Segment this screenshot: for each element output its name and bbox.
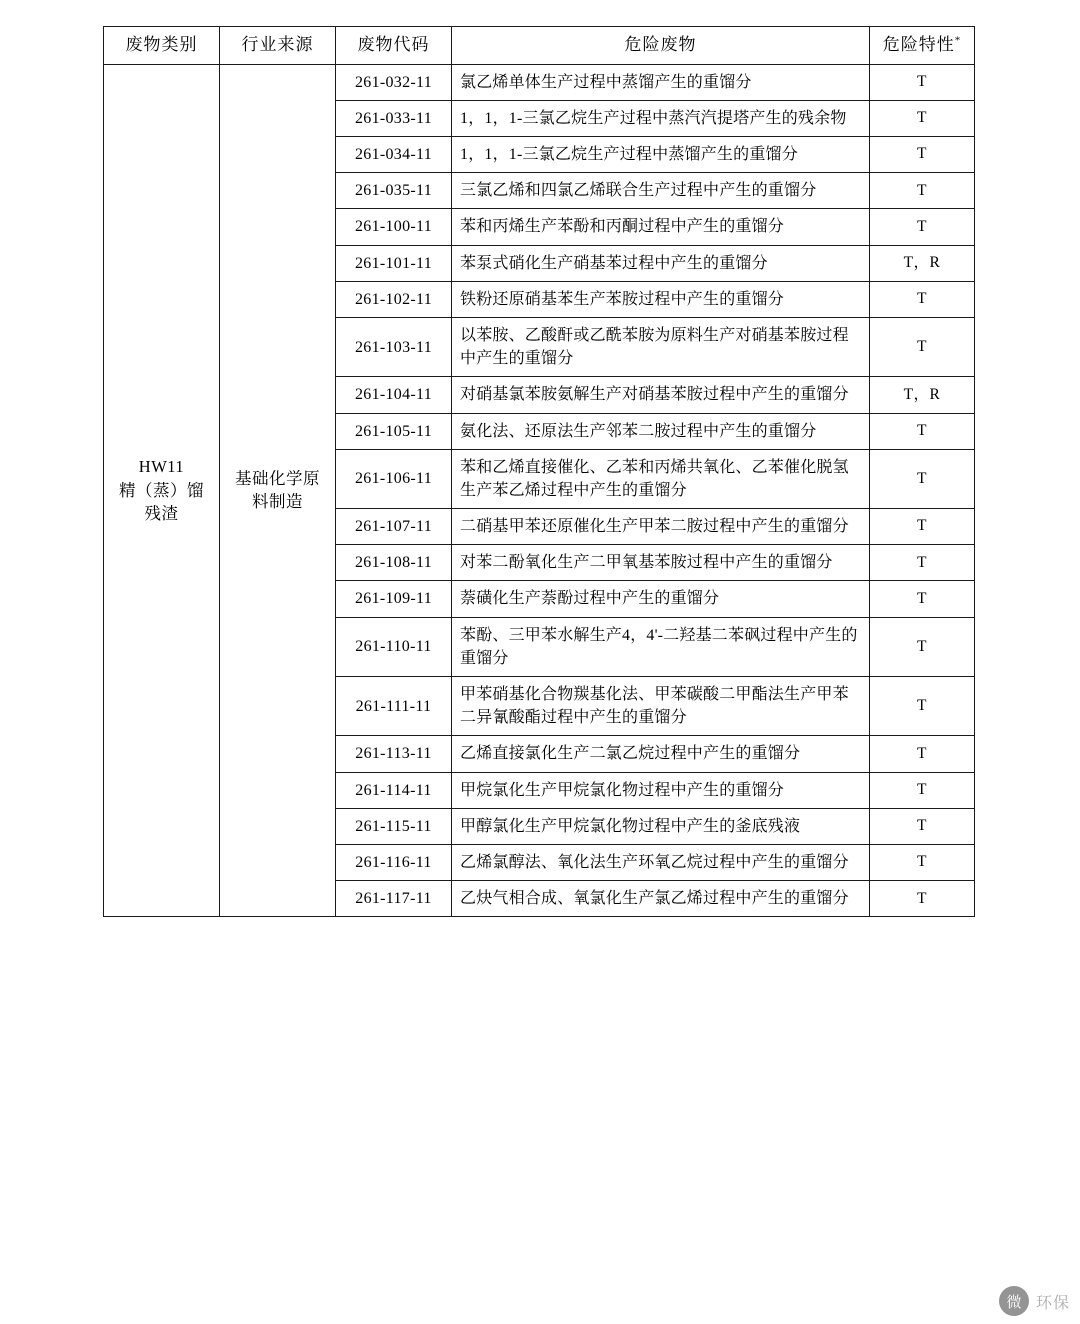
- waste-code-cell: 261-106-11: [336, 449, 452, 508]
- hazardous-waste-table-container: [103, 26, 974, 917]
- waste-code-cell: 261-100-11: [336, 209, 452, 245]
- wechat-icon: [999, 1286, 1029, 1316]
- waste-description-cell: 以苯胺、乙酸酐或乙酰苯胺为原料生产对硝基苯胺过程中产生的重馏分: [452, 317, 870, 376]
- waste-description-cell: 1，1，1-三氯乙烷生产过程中蒸汽汽提塔产生的残余物: [452, 100, 870, 136]
- waste-description-cell: 铁粉还原硝基苯生产苯胺过程中产生的重馏分: [452, 281, 870, 317]
- waste-code-cell: 261-109-11: [336, 581, 452, 617]
- waste-description-cell: 甲醇氯化生产甲烷氯化物过程中产生的釜底残液: [452, 808, 870, 844]
- hazard-property-cell: T: [870, 64, 975, 100]
- industry-source-line2: 料制造: [252, 492, 303, 512]
- waste-code-cell: 261-115-11: [336, 808, 452, 844]
- waste-code-cell: 261-034-11: [336, 137, 452, 173]
- hazard-property-cell: T: [870, 617, 975, 676]
- waste-code-cell: 261-035-11: [336, 173, 452, 209]
- column-header-code: 废物代码: [336, 27, 452, 65]
- waste-description-cell: 苯泵式硝化生产硝基苯过程中产生的重馏分: [452, 245, 870, 281]
- hazard-property-cell: T: [870, 137, 975, 173]
- waste-description-cell: 乙烯氯醇法、氧化法生产环氧乙烷过程中产生的重馏分: [452, 844, 870, 880]
- waste-category-name-line2: 残渣: [144, 504, 179, 524]
- table-header-row: [104, 27, 975, 65]
- column-header-property: [870, 27, 975, 65]
- waste-description-cell: 萘磺化生产萘酚过程中产生的重馏分: [452, 581, 870, 617]
- waste-category-cell: [104, 64, 220, 917]
- hazard-property-cell: T: [870, 209, 975, 245]
- hazard-property-cell: T: [870, 413, 975, 449]
- column-header-property-text: 危险特性: [882, 35, 955, 54]
- table-body: [104, 64, 975, 917]
- waste-code-cell: 261-108-11: [336, 545, 452, 581]
- waste-description-cell: 对硝基氯苯胺氨解生产对硝基苯胺过程中产生的重馏分: [452, 377, 870, 413]
- hazard-property-cell: T: [870, 317, 975, 376]
- watermark-badge: [999, 1286, 1070, 1316]
- waste-code-cell: 261-117-11: [336, 881, 452, 917]
- waste-description-cell: 1，1，1-三氯乙烷生产过程中蒸馏产生的重馏分: [452, 137, 870, 173]
- footnote-marker: *: [954, 34, 962, 47]
- waste-description-cell: 二硝基甲苯还原催化生产甲苯二胺过程中产生的重馏分: [452, 509, 870, 545]
- hazard-property-cell: T: [870, 677, 975, 736]
- waste-description-cell: 对苯二酚氧化生产二甲氧基苯胺过程中产生的重馏分: [452, 545, 870, 581]
- waste-description-cell: 苯和乙烯直接催化、乙苯和丙烯共氧化、乙苯催化脱氢生产苯乙烯过程中产生的重馏分: [452, 449, 870, 508]
- waste-code-cell: 261-113-11: [336, 736, 452, 772]
- watermark-label: 环保: [1035, 1294, 1070, 1312]
- waste-code-cell: 261-105-11: [336, 413, 452, 449]
- waste-code-cell: 261-032-11: [336, 64, 452, 100]
- waste-description-cell: 甲苯硝基化合物羰基化法、甲苯碳酸二甲酯法生产甲苯二异氰酸酯过程中产生的重馏分: [452, 677, 870, 736]
- waste-code-cell: 261-116-11: [336, 844, 452, 880]
- wechat-icon-glyph: 微: [1006, 1292, 1022, 1311]
- hazard-property-cell: T，R: [870, 245, 975, 281]
- hazard-property-cell: T: [870, 772, 975, 808]
- waste-category-name-line1: 精（蒸）馏: [119, 480, 204, 500]
- hazard-property-cell: T，R: [870, 377, 975, 413]
- hazard-property-cell: T: [870, 844, 975, 880]
- waste-code-cell: 261-107-11: [336, 509, 452, 545]
- waste-description-cell: 乙炔气相合成、氧氯化生产氯乙烯过程中产生的重馏分: [452, 881, 870, 917]
- hazard-property-cell: T: [870, 281, 975, 317]
- hazard-property-cell: T: [870, 808, 975, 844]
- hazard-property-cell: T: [870, 449, 975, 508]
- hazard-property-cell: T: [870, 545, 975, 581]
- waste-code-cell: 261-114-11: [336, 772, 452, 808]
- waste-code-cell: 261-103-11: [336, 317, 452, 376]
- waste-code-cell: 261-104-11: [336, 377, 452, 413]
- industry-source-cell: [220, 64, 336, 917]
- column-header-category: 废物类别: [104, 27, 220, 65]
- table-header: [104, 27, 975, 65]
- waste-code-cell: 261-101-11: [336, 245, 452, 281]
- waste-description-cell: 苯和丙烯生产苯酚和丙酮过程中产生的重馏分: [452, 209, 870, 245]
- hazard-property-cell: T: [870, 881, 975, 917]
- waste-description-cell: 苯酚、三甲苯水解生产4，4'-二羟基二苯砜过程中产生的重馏分: [452, 617, 870, 676]
- waste-code-cell: 261-110-11: [336, 617, 452, 676]
- hazard-property-cell: T: [870, 509, 975, 545]
- hazard-property-cell: T: [870, 736, 975, 772]
- column-header-name: 危险废物: [452, 27, 870, 65]
- hazard-property-cell: T: [870, 581, 975, 617]
- waste-code-cell: 261-033-11: [336, 100, 452, 136]
- waste-code-cell: 261-111-11: [336, 677, 452, 736]
- industry-source-line1: 基础化学原: [235, 468, 320, 488]
- table-row: [104, 64, 975, 100]
- waste-code-cell: 261-102-11: [336, 281, 452, 317]
- hazard-property-cell: T: [870, 173, 975, 209]
- waste-description-cell: 氯乙烯单体生产过程中蒸馏产生的重馏分: [452, 64, 870, 100]
- waste-description-cell: 甲烷氯化生产甲烷氯化物过程中产生的重馏分: [452, 772, 870, 808]
- waste-description-cell: 乙烯直接氯化生产二氯乙烷过程中产生的重馏分: [452, 736, 870, 772]
- hazard-property-cell: T: [870, 100, 975, 136]
- waste-description-cell: 三氯乙烯和四氯乙烯联合生产过程中产生的重馏分: [452, 173, 870, 209]
- waste-category-code: HW11: [138, 456, 185, 476]
- column-header-industry: 行业来源: [220, 27, 336, 65]
- hazardous-waste-table: [103, 26, 975, 917]
- waste-description-cell: 氨化法、还原法生产邻苯二胺过程中产生的重馏分: [452, 413, 870, 449]
